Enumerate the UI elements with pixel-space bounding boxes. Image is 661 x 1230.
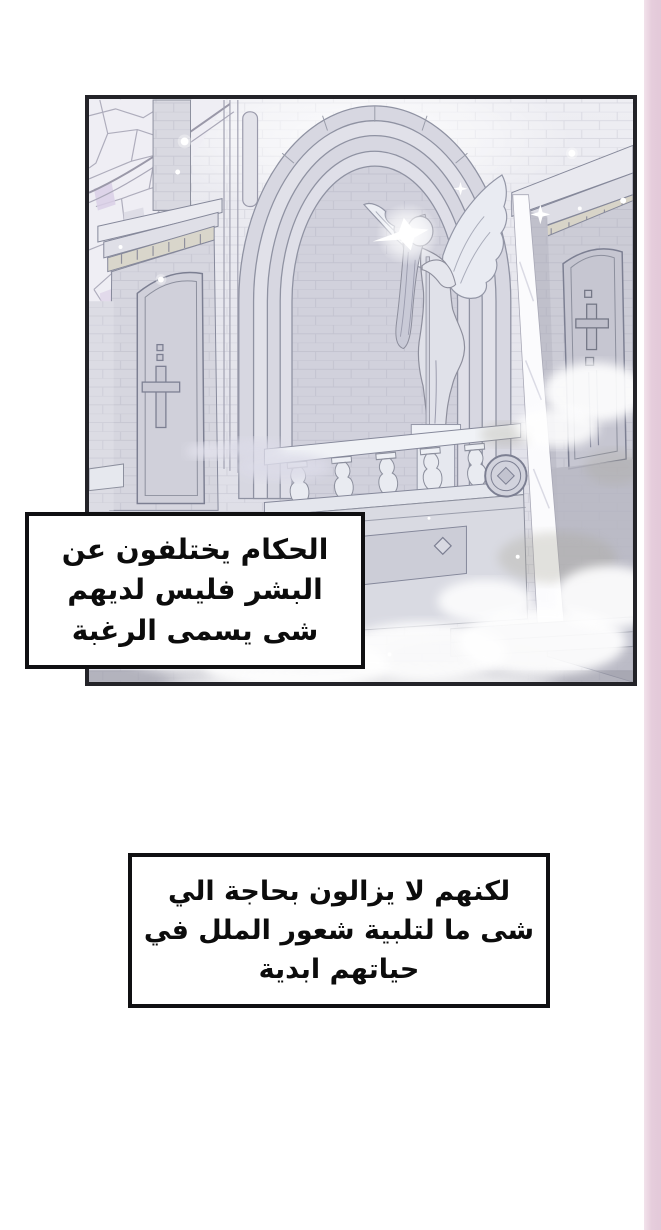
caption-text-line: شى ما لتلبية شعور الملل في — [143, 914, 535, 946]
caption-box-1 — [25, 512, 365, 669]
caption-text-line: لكنهم لا يزالون بحاجة الي — [167, 875, 511, 907]
medallion — [485, 455, 526, 496]
caption-text-line: البشر فليس لديهم — [67, 573, 323, 607]
caption-text-line: الحكام يختلفون عن — [61, 532, 329, 566]
right-edge-strip — [644, 0, 661, 1230]
statue-staff — [426, 257, 429, 433]
caption-box-2 — [128, 853, 550, 1008]
caption-text-line: حياتهم ابدية — [258, 954, 420, 986]
caption-text-line: شى يسمى الرغبة — [71, 613, 319, 647]
